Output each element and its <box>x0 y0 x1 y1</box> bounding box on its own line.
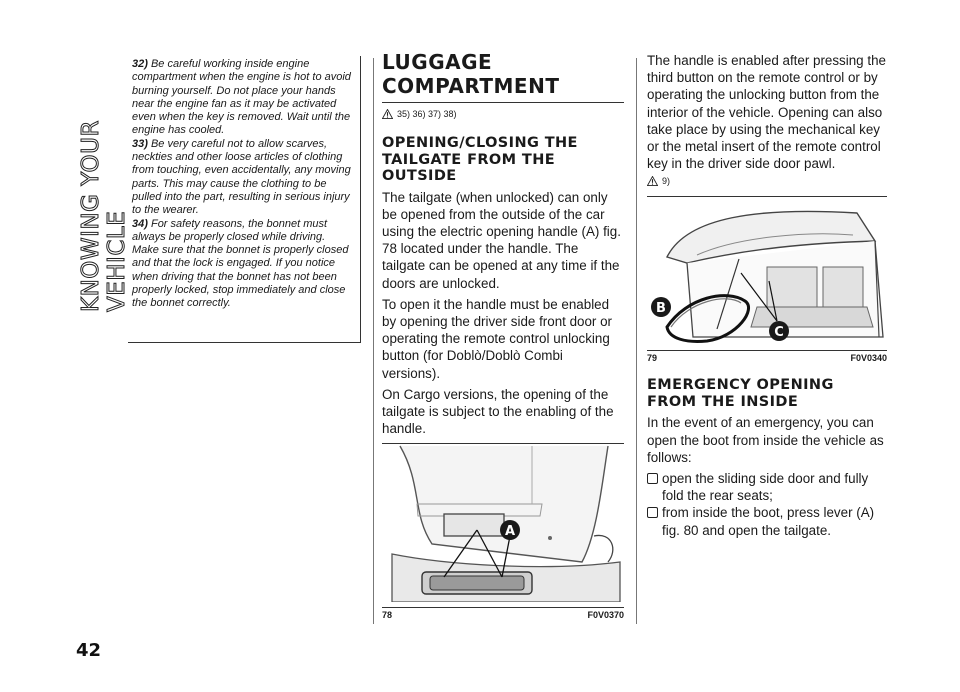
warning-item <box>132 138 352 218</box>
page-number: 42 <box>76 640 102 661</box>
column-divider-right <box>636 58 637 624</box>
note-ref-text: 9) <box>662 176 671 187</box>
callout-b-label: B <box>656 301 666 317</box>
note-ref <box>647 176 887 186</box>
body-paragraph: The handle is enabled after pressing the third button on the remote control or by operating the unlocking button from the interior of the vehicle. Opening can also take place by using the mechanical key or the metal insert of the remote control key in the driver side door pawl. <box>647 53 886 172</box>
subsection-title: EMERGENCY OPENING FROM THE INSIDE <box>647 377 834 410</box>
figure-number: 79 <box>647 353 658 364</box>
warning-item <box>132 58 352 138</box>
warning-text: Be very careful not to allow scarves, neckties and other loose articles of clothing from touching, even accidentally, any moving parts. This may cause the clothing to be pulled into the part, resulting in serious injury to the wearer. <box>132 137 351 217</box>
section-side-title: KNOWING YOUR VEHICLE <box>78 120 130 312</box>
figure-code: F0V0340 <box>850 353 887 364</box>
warning-refs-text: 35) 36) 37) 38) <box>397 109 457 119</box>
section-title: LUGGAGE COMPARTMENT <box>382 50 560 98</box>
warning-text: For safety reasons, the bonnet must always be properly closed while driving. Make sure that the bonnet is properly closed and that the lock is engaged. If you notice when driving that the bonnet has not been properly locked, stop immediately and close the bonnet correctly. <box>132 217 349 310</box>
column-divider-left <box>373 58 374 624</box>
warnings-box <box>128 56 361 343</box>
warning-refs <box>382 109 624 119</box>
luggage-column <box>382 50 624 620</box>
warning-number: 34) <box>132 217 148 230</box>
warning-text: Be careful working inside engine compartment when the engine is hot to avoid burning yourself. Do not place your hands near the engine fan as it may be activated even when the key is removed. Wait until the engine has cooled. <box>132 58 351 137</box>
checkbox-bullet-icon <box>647 473 658 484</box>
callout-c-label: C <box>774 325 784 341</box>
body-paragraph: To open it the handle must be enabled by opening the driver side front door or operating the remote control unlocking button (for Doblò/Doblò Combi versions). <box>382 296 613 381</box>
figure-78 <box>382 443 624 620</box>
title-rule <box>382 102 624 103</box>
figure-number: 78 <box>382 610 393 621</box>
body-paragraph: In the event of an emergency, you can open the boot from inside the vehicle as follows: <box>647 415 884 465</box>
subsection-title: OPENING/CLOSING THE TAILGATE FROM THE OUTSIDE <box>382 135 578 184</box>
figure-caption <box>382 610 624 620</box>
body-paragraph: On Cargo versions, the opening of the tailgate is subject to the enabling of the handle. <box>382 386 614 437</box>
figure-bottom-rule <box>382 607 624 608</box>
warning-number: 32) <box>132 58 148 70</box>
figure-caption <box>647 353 887 363</box>
warning-number: 33) <box>132 137 148 150</box>
right-column <box>647 53 887 539</box>
open-tailgate-illustration <box>647 197 887 345</box>
figure-code: F0V0370 <box>587 610 624 621</box>
warning-triangle-icon <box>382 109 393 119</box>
body-paragraph: The tailgate (when unlocked) can only be opened from the outside of the car using the electric opening handle (A) fig. 78 located under the handle. The tailgate can be opened at any time if the doors are unlocked. <box>382 189 621 291</box>
warning-item <box>132 218 352 311</box>
list-item-text: open the sliding side door and fully fold the rear seats; <box>662 471 869 504</box>
figure-bottom-rule <box>647 350 887 351</box>
warning-triangle-icon <box>647 176 658 186</box>
figure-79 <box>647 196 887 363</box>
list-item-text: from inside the boot, press lever (A) fig. 80 and open the tailgate. <box>662 505 875 538</box>
list-item <box>647 470 887 504</box>
tailgate-handle-illustration <box>382 444 624 602</box>
checkbox-bullet-icon <box>647 507 658 518</box>
list-item <box>647 504 887 538</box>
callout-a-label: A <box>504 524 516 540</box>
